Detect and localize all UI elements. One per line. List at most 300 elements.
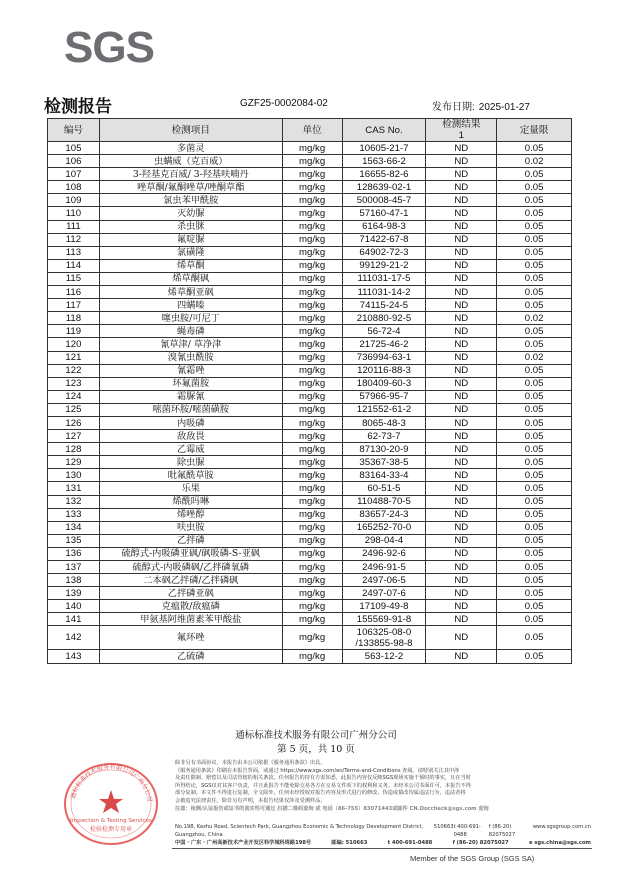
table-cell: 119 — [48, 325, 100, 338]
table-cell: 氰霜唑 — [99, 364, 282, 377]
table-cell: 0.05 — [497, 233, 572, 246]
table-cell: 0.05 — [497, 207, 572, 220]
table-cell: 138 — [48, 574, 100, 587]
table-cell: mg/kg — [282, 155, 342, 168]
table-cell: 130 — [48, 469, 100, 482]
table-cell: 烯酰吗啉 — [99, 495, 282, 508]
table-cell: 二本砜乙拌磷/乙拌磷砜 — [99, 574, 282, 587]
table-cell: ND — [426, 416, 497, 429]
table-cell: 0.05 — [497, 600, 572, 613]
table-row — [48, 259, 572, 272]
table-cell: 122 — [48, 364, 100, 377]
table-cell: 118 — [48, 312, 100, 325]
table-cell: ND — [426, 181, 497, 194]
table-cell: mg/kg — [282, 142, 342, 155]
table-row — [48, 272, 572, 285]
table-cell: 0.05 — [497, 574, 572, 587]
table-cell: 0.02 — [497, 351, 572, 364]
table-cell: mg/kg — [282, 495, 342, 508]
table-row — [48, 443, 572, 456]
column-header: 定量限 — [497, 119, 572, 142]
table-cell: 0.05 — [497, 456, 572, 469]
table-cell: 127 — [48, 430, 100, 443]
sgs-logo-text: SGS — [64, 23, 154, 70]
table-cell: 环氟菌胺 — [99, 377, 282, 390]
table-cell: 62-73-7 — [342, 430, 426, 443]
table-cell: 112 — [48, 233, 100, 246]
table-cell: mg/kg — [282, 547, 342, 560]
table-cell: mg/kg — [282, 587, 342, 600]
table-cell: mg/kg — [282, 561, 342, 574]
table-cell: 99129-21-2 — [342, 259, 426, 272]
table-cell: 0.05 — [497, 194, 572, 207]
table-cell: 杀虫脒 — [99, 220, 282, 233]
table-cell: 117 — [48, 299, 100, 312]
column-header: 编号 — [48, 119, 100, 142]
disclaimer-line: 及责任限制、赔偿以及司法管辖的相关条款。任何报告的持有方需知悉，此报告内容仅反映SGS现场实施干预时的事实，且在当时 — [175, 775, 471, 782]
table-row — [48, 495, 572, 508]
postcode-en: 510663 — [433, 824, 454, 830]
table-cell: 1563-66-2 — [342, 155, 426, 168]
table-cell: 57160-47-1 — [342, 207, 426, 220]
table-cell: ND — [426, 561, 497, 574]
table-cell: ND — [426, 272, 497, 285]
table-row — [48, 482, 572, 495]
seal-chinese-text: 检验检测专用章 — [89, 826, 133, 833]
table-row — [48, 377, 572, 390]
table-cell: 165252-70-0 — [342, 521, 426, 534]
table-cell: ND — [426, 495, 497, 508]
table-cell: 吡氟酰草胺 — [99, 469, 282, 482]
table-cell: 0.05 — [497, 286, 572, 299]
table-cell: 141 — [48, 613, 100, 626]
table-row — [48, 650, 572, 663]
table-cell: 132 — [48, 495, 100, 508]
column-header: 单位 — [282, 119, 342, 142]
table-cell: 121 — [48, 351, 100, 364]
table-cell: mg/kg — [282, 443, 342, 456]
table-cell: 烯唑醇 — [99, 508, 282, 521]
table-cell: 溴氰虫酰胺 — [99, 351, 282, 364]
table-cell: 0.05 — [497, 390, 572, 403]
table-cell: 56-72-4 — [342, 325, 426, 338]
table-row — [48, 246, 572, 259]
table-row — [48, 613, 572, 626]
table-cell: 111031-14-2 — [342, 286, 426, 299]
table-cell: 0.05 — [497, 299, 572, 312]
table-cell: 210880-92-5 — [342, 312, 426, 325]
table-cell: 115 — [48, 272, 100, 285]
table-cell: mg/kg — [282, 181, 342, 194]
table-row — [48, 547, 572, 560]
table-cell: 氰草津/ 草净津 — [99, 338, 282, 351]
table-row — [48, 600, 572, 613]
table-cell: mg/kg — [282, 312, 342, 325]
address-row-cn — [175, 839, 591, 847]
postcode-cn: 邮编: 510663 — [331, 840, 368, 846]
table-cell: mg/kg — [282, 207, 342, 220]
table-cell: mg/kg — [282, 534, 342, 547]
table-cell: mg/kg — [282, 600, 342, 613]
table-cell: 109 — [48, 194, 100, 207]
results-table — [47, 118, 572, 664]
table-row — [48, 521, 572, 534]
table-cell: 10605-21-7 — [342, 142, 426, 155]
table-cell: mg/kg — [282, 364, 342, 377]
table-cell: 180409-60-3 — [342, 377, 426, 390]
table-cell: ND — [426, 246, 497, 259]
table-row — [48, 626, 572, 650]
fax-cn: f (86-20) 82075027 — [452, 840, 509, 846]
report-title: 检测报告 — [44, 97, 112, 117]
report-number: GZF25-0002084-02 — [240, 98, 328, 109]
issue-date — [432, 98, 530, 113]
table-cell: 137 — [48, 561, 100, 574]
address-block — [175, 823, 591, 847]
table-cell: ND — [426, 299, 497, 312]
table-cell: mg/kg — [282, 377, 342, 390]
table-cell: ND — [426, 430, 497, 443]
table-row — [48, 325, 572, 338]
table-cell: 0.05 — [497, 547, 572, 560]
table-cell: 6164-98-3 — [342, 220, 426, 233]
table-cell: mg/kg — [282, 194, 342, 207]
website[interactable]: www.sgsgroup.com.cn — [532, 824, 591, 830]
table-row — [48, 168, 572, 181]
table-cell: ND — [426, 403, 497, 416]
table-row — [48, 220, 572, 233]
table-cell: 64902-72-3 — [342, 246, 426, 259]
table-cell: 110488-70-5 — [342, 495, 426, 508]
table-row — [48, 364, 572, 377]
table-cell: 0.05 — [497, 469, 572, 482]
table-cell: 霜脲氰 — [99, 390, 282, 403]
table-cell: 0.05 — [497, 403, 572, 416]
table-cell: mg/kg — [282, 430, 342, 443]
table-cell: 121552-61-2 — [342, 403, 426, 416]
table-row — [48, 561, 572, 574]
table-row — [48, 456, 572, 469]
table-cell: 108 — [48, 181, 100, 194]
table-cell: 氟啶脲 — [99, 233, 282, 246]
footer-divider — [172, 848, 592, 849]
table-cell: 133 — [48, 508, 100, 521]
table-cell: 0.05 — [497, 587, 572, 600]
table-cell: 105 — [48, 142, 100, 155]
table-cell: 0.05 — [497, 430, 572, 443]
table-row — [48, 390, 572, 403]
table-cell: 0.05 — [497, 364, 572, 377]
table-cell: ND — [426, 534, 497, 547]
table-cell: ND — [426, 220, 497, 233]
table-cell: 0.05 — [497, 246, 572, 259]
table-cell: ND — [426, 574, 497, 587]
table-cell: 71422-67-8 — [342, 233, 426, 246]
table-cell: 0.05 — [497, 325, 572, 338]
table-cell: 16655-82-6 — [342, 168, 426, 181]
table-cell: ND — [426, 233, 497, 246]
disclaimer-line: 部分复制。本文件不得进行复制，全文除外。任何未经授权对报告内容及形式进行的修改、伪造或篡改均属违法行为，违法者将 — [175, 790, 466, 797]
table-cell: ND — [426, 626, 497, 650]
fax-en: f (86-20) 82075027 — [488, 824, 516, 838]
table-cell: ND — [426, 456, 497, 469]
issue-date-label: 发布日期: — [432, 102, 475, 113]
table-cell: 嘧菌环胺/嘧菌磺胺 — [99, 403, 282, 416]
table-row — [48, 587, 572, 600]
table-cell: 128639-02-1 — [342, 181, 426, 194]
table-cell: 克瘟散/敌瘟磷 — [99, 600, 282, 613]
page-number: 第 5 页，共 10 页 — [277, 744, 355, 755]
table-cell: ND — [426, 259, 497, 272]
table-cell: 35367-38-5 — [342, 456, 426, 469]
table-cell: ND — [426, 469, 497, 482]
table-cell: mg/kg — [282, 246, 342, 259]
table-cell: 110 — [48, 207, 100, 220]
email[interactable]: e sgs.china@sgs.com — [528, 840, 591, 846]
table-cell: 氟环唑 — [99, 626, 282, 650]
table-cell: ND — [426, 482, 497, 495]
table-cell: 0.02 — [497, 155, 572, 168]
table-cell: 乙霉威 — [99, 443, 282, 456]
table-cell: 126 — [48, 416, 100, 429]
table-cell: 125 — [48, 403, 100, 416]
table-cell: ND — [426, 194, 497, 207]
table-cell: 烯草酮砜 — [99, 272, 282, 285]
seal-company-text: 通标标准技术服务有限公司广州分公司 — [69, 763, 153, 803]
phone-en: t 400-691-0488 — [453, 824, 481, 838]
table-cell: 129 — [48, 456, 100, 469]
table-cell: ND — [426, 351, 497, 364]
table-cell: mg/kg — [282, 390, 342, 403]
table-cell: 多菌灵 — [99, 142, 282, 155]
disclaimer-text — [175, 760, 587, 813]
inspection-seal — [58, 756, 164, 852]
table-cell: 敌敌畏 — [99, 430, 282, 443]
table-cell: mg/kg — [282, 416, 342, 429]
table-cell: mg/kg — [282, 403, 342, 416]
table-cell: 氯虫苯甲酰胺 — [99, 194, 282, 207]
table-row — [48, 534, 572, 547]
table-cell: 131 — [48, 482, 100, 495]
table-row — [48, 207, 572, 220]
disclaimer-line: 会被追究法律责任。除非另有声明，本报告结果仅涉及受测样品。 — [175, 797, 326, 804]
table-cell: ND — [426, 168, 497, 181]
table-row — [48, 351, 572, 364]
table-cell: mg/kg — [282, 574, 342, 587]
table-cell: 0.05 — [497, 534, 572, 547]
sgs-logo — [62, 22, 154, 70]
table-cell: 60-51-5 — [342, 482, 426, 495]
table-cell: mg/kg — [282, 325, 342, 338]
table-cell: mg/kg — [282, 351, 342, 364]
table-cell: 500008-45-7 — [342, 194, 426, 207]
table-cell: 0.05 — [497, 561, 572, 574]
table-cell: 2496-91-5 — [342, 561, 426, 574]
table-cell: 0.05 — [497, 626, 572, 650]
table-cell: ND — [426, 390, 497, 403]
table-cell: 136 — [48, 547, 100, 560]
table-cell: 21725-46-2 — [342, 338, 426, 351]
table-cell: 硫醇式-内吸磷砜/乙拌磷氧磷 — [99, 561, 282, 574]
table-cell: 内吸磷 — [99, 416, 282, 429]
table-cell: 0.05 — [497, 181, 572, 194]
table-cell: 139 — [48, 587, 100, 600]
table-cell: 17109-49-8 — [342, 600, 426, 613]
table-row — [48, 233, 572, 246]
table-cell: mg/kg — [282, 259, 342, 272]
table-cell: ND — [426, 547, 497, 560]
table-cell: ND — [426, 521, 497, 534]
table-cell: 113 — [48, 246, 100, 259]
disclaimer-line: 所得结论，SGS仅对其客户负责，并且此报告不能免除交易各方在交易文件项下的权利和义务。未经本公司书面许可，本报告不得 — [175, 782, 471, 789]
table-row — [48, 286, 572, 299]
table-cell: 0.05 — [497, 220, 572, 233]
seal-graphic — [58, 756, 164, 852]
table-cell: 0.05 — [497, 259, 572, 272]
table-cell: 除虫脲 — [99, 456, 282, 469]
table-cell: 0.05 — [497, 482, 572, 495]
table-cell: mg/kg — [282, 233, 342, 246]
table-cell: 硫醇式-内吸磷亚砜/砜吸磷-S-亚砜 — [99, 547, 282, 560]
table-cell: 0.05 — [497, 168, 572, 181]
table-row — [48, 142, 572, 155]
table-cell: ND — [426, 364, 497, 377]
table-cell: 142 — [48, 626, 100, 650]
table-row — [48, 574, 572, 587]
table-cell: 0.05 — [497, 521, 572, 534]
table-cell: mg/kg — [282, 626, 342, 650]
table-cell: 298-04-4 — [342, 534, 426, 547]
table-row — [48, 312, 572, 325]
table-cell: ND — [426, 600, 497, 613]
table-cell: 3-羟基克百威/ 3-羟基呋喃丹 — [99, 168, 282, 181]
table-cell: 0.05 — [497, 613, 572, 626]
table-row — [48, 430, 572, 443]
table-cell: 蝇毒磷 — [99, 325, 282, 338]
table-row — [48, 416, 572, 429]
table-cell: mg/kg — [282, 338, 342, 351]
table-cell: 120 — [48, 338, 100, 351]
table-cell: 8065-48-3 — [342, 416, 426, 429]
table-cell: 烯草酮 — [99, 259, 282, 272]
table-header-row — [48, 119, 572, 142]
table-cell: ND — [426, 312, 497, 325]
table-cell: ND — [426, 613, 497, 626]
table-cell: 乙拌磷 — [99, 534, 282, 547]
table-cell: mg/kg — [282, 508, 342, 521]
table-cell: mg/kg — [282, 286, 342, 299]
table-cell: ND — [426, 650, 497, 663]
table-cell: 唑草酮/氟酮唑草/唑酮草酯 — [99, 181, 282, 194]
table-cell: 135 — [48, 534, 100, 547]
table-cell: 0.05 — [497, 338, 572, 351]
table-cell: 氯磺隆 — [99, 246, 282, 259]
table-cell: 736994-63-1 — [342, 351, 426, 364]
address-en: No.198, Kezhu Road, Scientech Park, Guangzhou Economic & Technology Development District, Guangzhou, China — [175, 824, 424, 838]
table-cell: mg/kg — [282, 469, 342, 482]
table-cell: 0.02 — [497, 312, 572, 325]
table-cell: 106 — [48, 155, 100, 168]
address-row-en — [175, 823, 591, 839]
table-row — [48, 299, 572, 312]
table-cell: mg/kg — [282, 272, 342, 285]
table-cell: ND — [426, 587, 497, 600]
disclaimer-line: 除非另有书面协议，本报告由本公司依据《服务通用条款》出具。 — [175, 760, 326, 766]
table-cell: 124 — [48, 390, 100, 403]
table-cell: 0.05 — [497, 495, 572, 508]
table-cell: 74115-24-5 — [342, 299, 426, 312]
table-cell: ND — [426, 142, 497, 155]
table-cell: 106325-08-0 /133855-98-8 — [342, 626, 426, 650]
table-cell: 114 — [48, 259, 100, 272]
column-header: 检测结果 1 — [426, 119, 497, 142]
table-cell: mg/kg — [282, 168, 342, 181]
table-cell: mg/kg — [282, 482, 342, 495]
table-cell: 116 — [48, 286, 100, 299]
table-cell: 甲氨基阿维菌素苯甲酸盐 — [99, 613, 282, 626]
table-cell: ND — [426, 338, 497, 351]
table-row — [48, 155, 572, 168]
table-cell: mg/kg — [282, 613, 342, 626]
column-header: CAS No. — [342, 119, 426, 142]
table-cell: ND — [426, 443, 497, 456]
table-cell: ND — [426, 286, 497, 299]
table-cell: 111031-17-5 — [342, 272, 426, 285]
address-cn: 中国 · 广东 · 广州高新技术产业开发区科学城科珠路198号 — [175, 840, 312, 846]
table-cell: 2496-92-6 — [342, 547, 426, 560]
company-name: 通标标准技术服务有限公司广州分公司 — [235, 730, 397, 741]
table-cell: 120116-88-3 — [342, 364, 426, 377]
table-cell: 128 — [48, 443, 100, 456]
table-cell: ND — [426, 155, 497, 168]
table-cell: 0.05 — [497, 416, 572, 429]
table-row — [48, 469, 572, 482]
table-cell: 87130-20-9 — [342, 443, 426, 456]
table-cell: 140 — [48, 600, 100, 613]
phone-cn: t 400-691-0488 — [387, 840, 433, 846]
authenticity-note: 注意：检测/认证报告或证书的真实性可通过 扫描二维码查询 或 电话（86-755）83071443或邮件 CN.Doccheck@sgs.com 查询 — [175, 805, 489, 812]
table-cell: ND — [426, 207, 497, 220]
table-cell: 灭幼脲 — [99, 207, 282, 220]
table-cell: 0.05 — [497, 142, 572, 155]
issue-date-value: 2025-01-27 — [478, 102, 530, 113]
table-cell: 乙硫磷 — [99, 650, 282, 663]
table-cell: 0.05 — [497, 272, 572, 285]
table-cell: 乙拌磷亚砜 — [99, 587, 282, 600]
table-row — [48, 508, 572, 521]
table-cell: 83164-33-4 — [342, 469, 426, 482]
table-cell: mg/kg — [282, 456, 342, 469]
disclaimer-line: 《服务通用条款》印刷在本报告背面，或通过 https://www.sgs.com/en/Terms-and-Conditions 查阅。请特别关注其中涉 — [175, 767, 460, 774]
table-body — [48, 142, 572, 664]
table-row — [48, 194, 572, 207]
member-note: Member of the SGS Group (SGS SA) — [410, 854, 535, 863]
table-cell: 乐果 — [99, 482, 282, 495]
table-cell: 2497-07-6 — [342, 587, 426, 600]
table-cell: 57966-95-7 — [342, 390, 426, 403]
table-cell: mg/kg — [282, 299, 342, 312]
table-cell: 烯草酮亚砜 — [99, 286, 282, 299]
table-cell: 155569-91-8 — [342, 613, 426, 626]
table-cell: 563-12-2 — [342, 650, 426, 663]
table-cell: 134 — [48, 521, 100, 534]
table-row — [48, 338, 572, 351]
table-cell: mg/kg — [282, 220, 342, 233]
table-cell: 107 — [48, 168, 100, 181]
table-cell: 噻虫胺/可尼丁 — [99, 312, 282, 325]
table-cell: 虫螨威（克百威） — [99, 155, 282, 168]
sgs-logo-graphic — [62, 22, 154, 70]
